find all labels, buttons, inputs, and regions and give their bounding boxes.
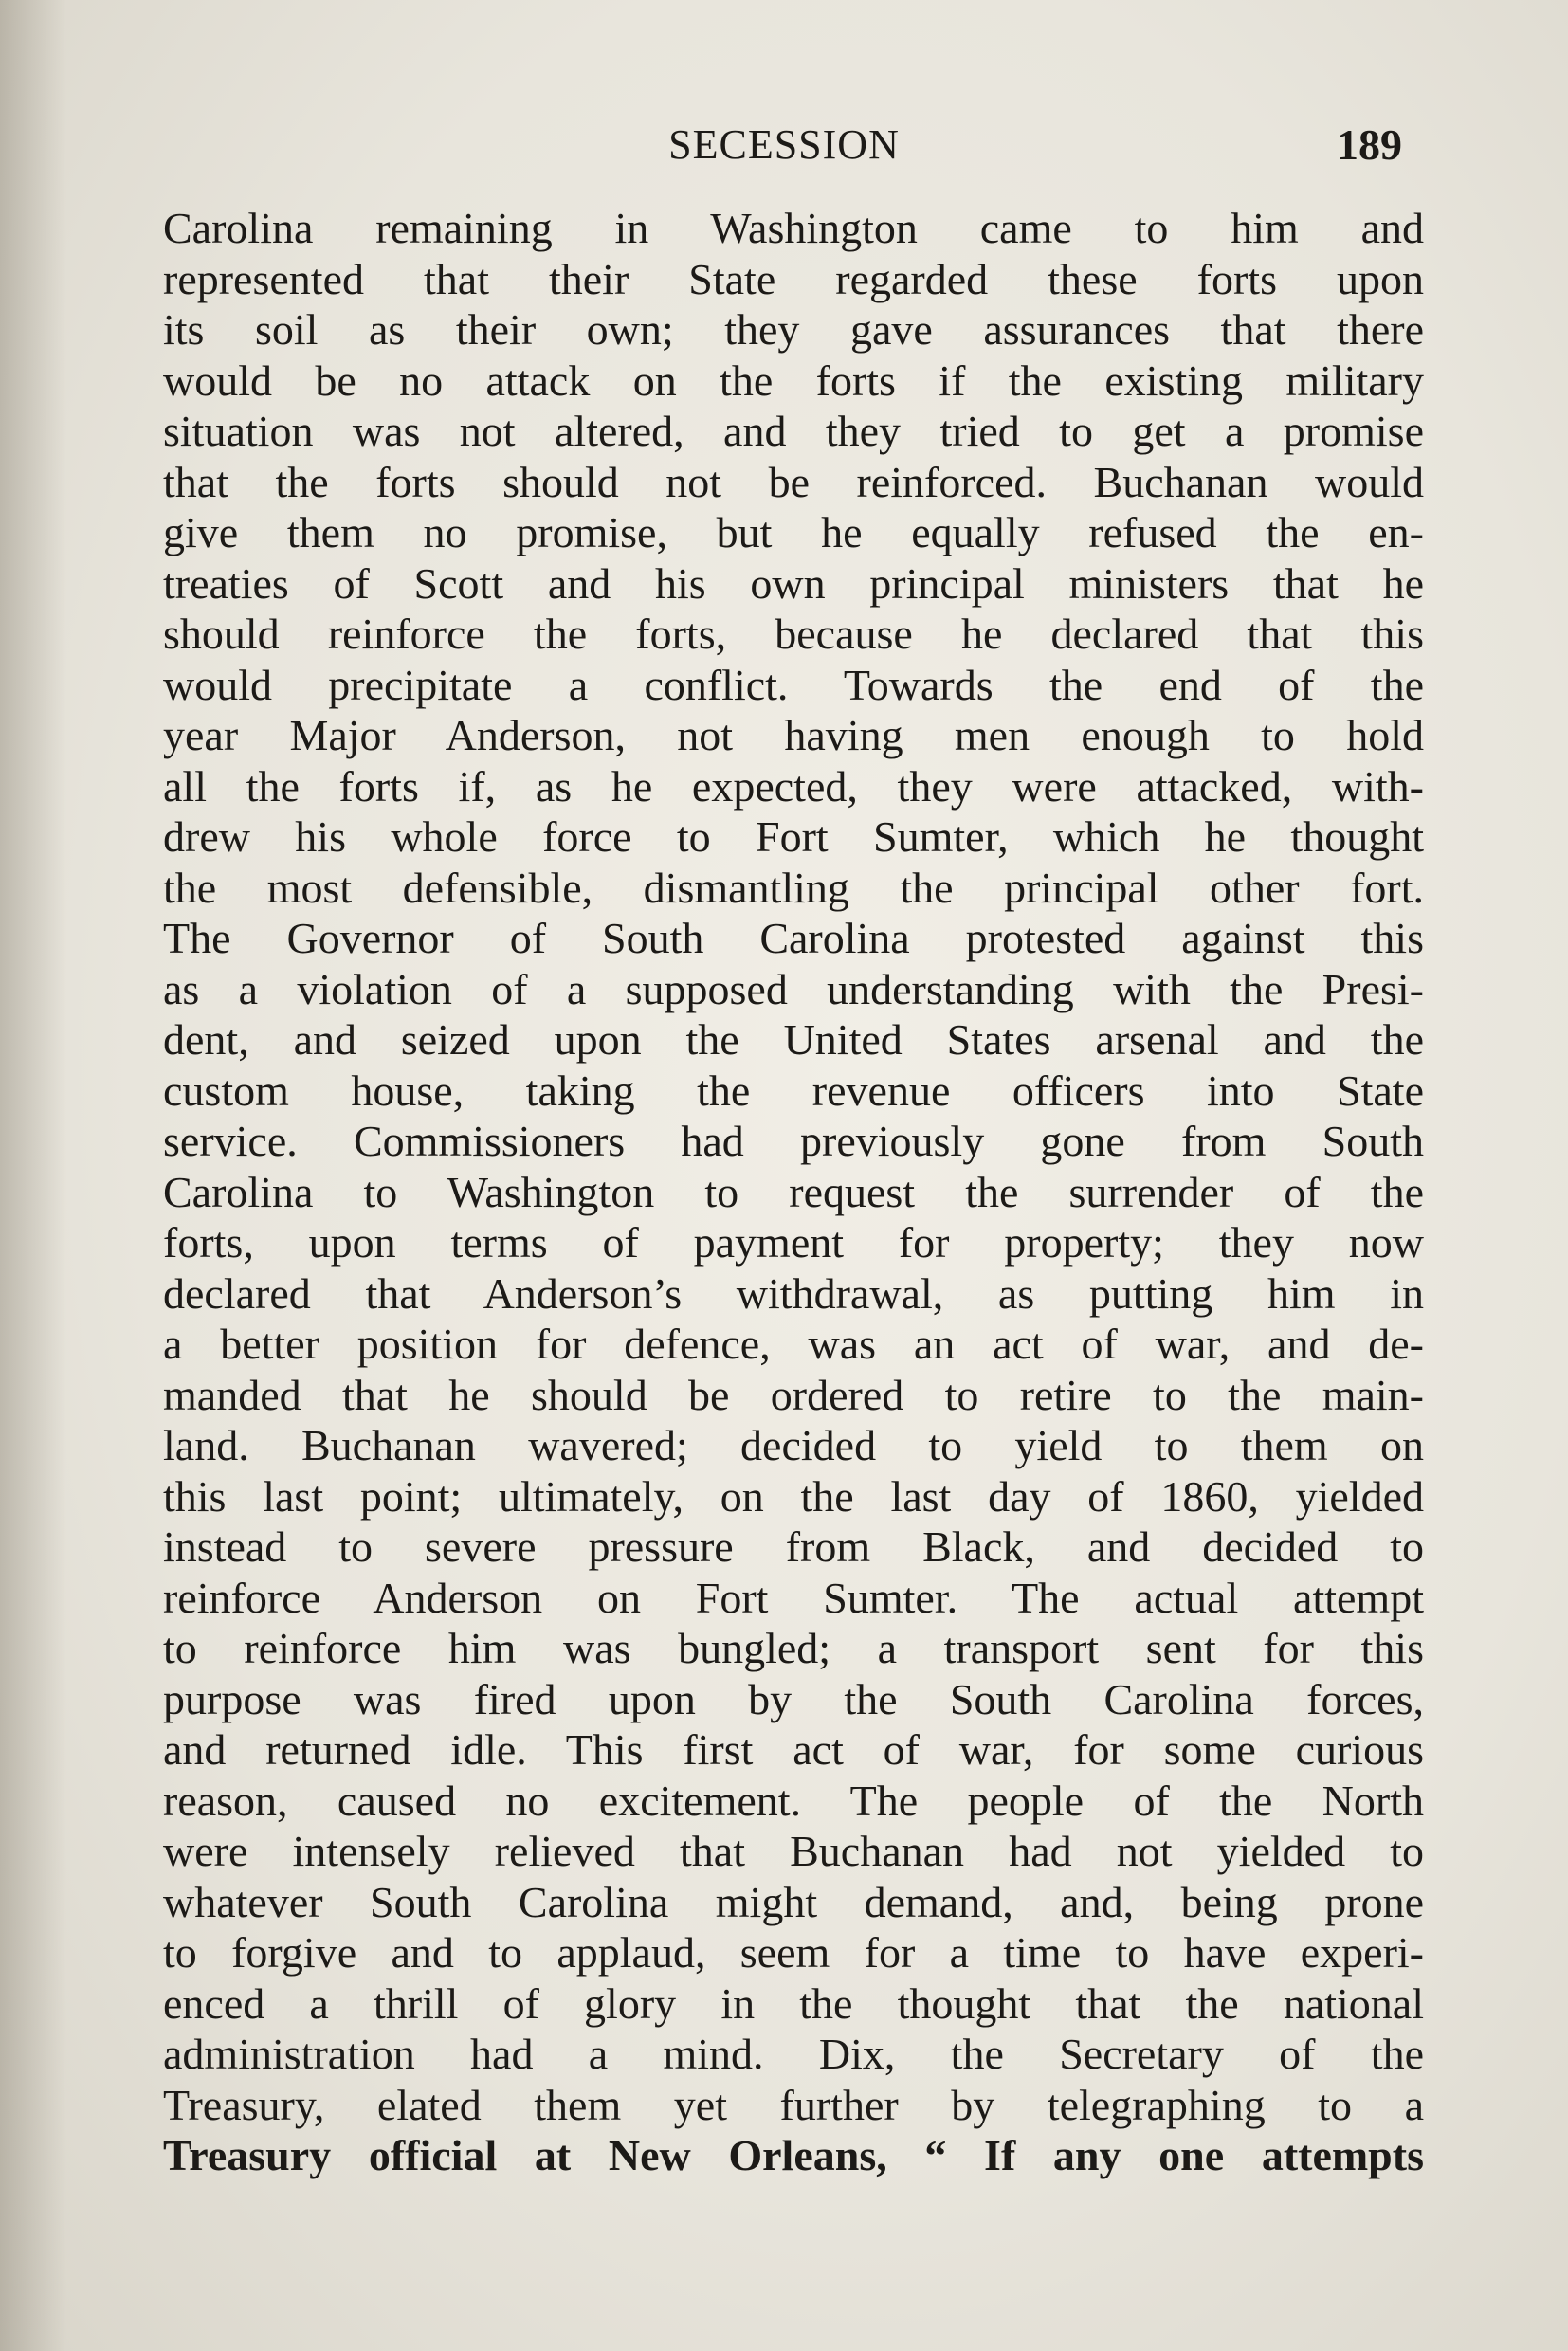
text-line: dent, and seized upon the United States arsenal and the bbox=[163, 1015, 1424, 1064]
text-line: Treasury official at New Orleans, “ If any one attempts bbox=[163, 2131, 1424, 2179]
text-line: treaties of Scott and his own principal ministers that he bbox=[163, 558, 1424, 608]
spine-shadow bbox=[0, 0, 66, 2351]
text-line: custom house, taking the revenue officers into State bbox=[163, 1066, 1424, 1115]
text-line: all the forts if, as he expected, they were attacked, with- bbox=[163, 761, 1424, 811]
text-line: give them no promise, but he equally refused the en- bbox=[163, 508, 1424, 556]
text-line: would precipitate a conflict. Towards the end of the bbox=[163, 660, 1424, 709]
page-number: 189 bbox=[1337, 120, 1402, 169]
text-line: Carolina to Washington to request the surrender of the bbox=[163, 1167, 1424, 1216]
text-line: situation was not altered, and they tried to get a promise bbox=[163, 407, 1424, 455]
text-line: manded that he should be ordered to retire to the main- bbox=[163, 1370, 1424, 1419]
text-line: land. Buchanan wavered; decided to yield to them on bbox=[163, 1421, 1424, 1469]
text-line: year Major Anderson, not having men enough to hold bbox=[163, 711, 1424, 759]
text-line: a better position for defence, was an act of war, and de- bbox=[163, 1320, 1424, 1368]
text-line: reason, caused no excitement. The people of the North bbox=[163, 1776, 1424, 1825]
running-title: SECESSION bbox=[668, 121, 900, 168]
text-line: its soil as their own; they gave assurances that there bbox=[163, 305, 1424, 354]
text-line: to forgive and to applaud, seem for a time to have experi- bbox=[163, 1928, 1424, 1977]
body-text bbox=[163, 203, 1424, 2181]
text-line: were intensely relieved that Buchanan had not yielded to bbox=[163, 1827, 1424, 1875]
text-line: reinforce Anderson on Fort Sumter. The actual attempt bbox=[163, 1573, 1424, 1622]
text-line: Carolina remaining in Washington came to him and bbox=[163, 204, 1424, 252]
text-line: this last point; ultimately, on the last day of 1860, yielded bbox=[163, 1471, 1424, 1521]
text-line: instead to severe pressure from Black, and decided to bbox=[163, 1522, 1424, 1571]
text-line: service. Commissioners had previously gone from South bbox=[163, 1117, 1424, 1165]
text-line: The Governor of South Carolina protested against this bbox=[163, 914, 1424, 962]
text-line: declared that Anderson’s withdrawal, as putting him in bbox=[163, 1268, 1424, 1318]
text-line: whatever South Carolina might demand, and, being prone bbox=[163, 1877, 1424, 1926]
text-line: purpose was fired upon by the South Carolina forces, bbox=[163, 1674, 1424, 1723]
text-line: enced a thrill of glory in the thought that the national bbox=[163, 1978, 1424, 2028]
text-line: drew his whole force to Fort Sumter, which he thought bbox=[163, 812, 1424, 861]
text-line: and returned idle. This first act of war, for some curious bbox=[163, 1725, 1424, 1774]
text-line: to reinforce him was bungled; a transport sent for this bbox=[163, 1624, 1424, 1672]
text-line: forts, upon terms of payment for property; they now bbox=[163, 1218, 1424, 1267]
text-line: Treasury, elated them yet further by telegraphing to a bbox=[163, 2080, 1424, 2129]
running-head bbox=[0, 112, 1568, 178]
text-line: would be no attack on the forts if the existing military bbox=[163, 355, 1424, 405]
text-line: administration had a mind. Dix, the Secretary of the bbox=[163, 2030, 1424, 2078]
text-line: the most defensible, dismantling the principal other fort. bbox=[163, 863, 1424, 912]
text-line: that the forts should not be reinforced. Buchanan would bbox=[163, 457, 1424, 506]
text-line: should reinforce the forts, because he declared that this bbox=[163, 610, 1424, 658]
text-line: as a violation of a supposed understanding with the Presi- bbox=[163, 964, 1424, 1013]
text-line: represented that their State regarded these forts upon bbox=[163, 254, 1424, 303]
